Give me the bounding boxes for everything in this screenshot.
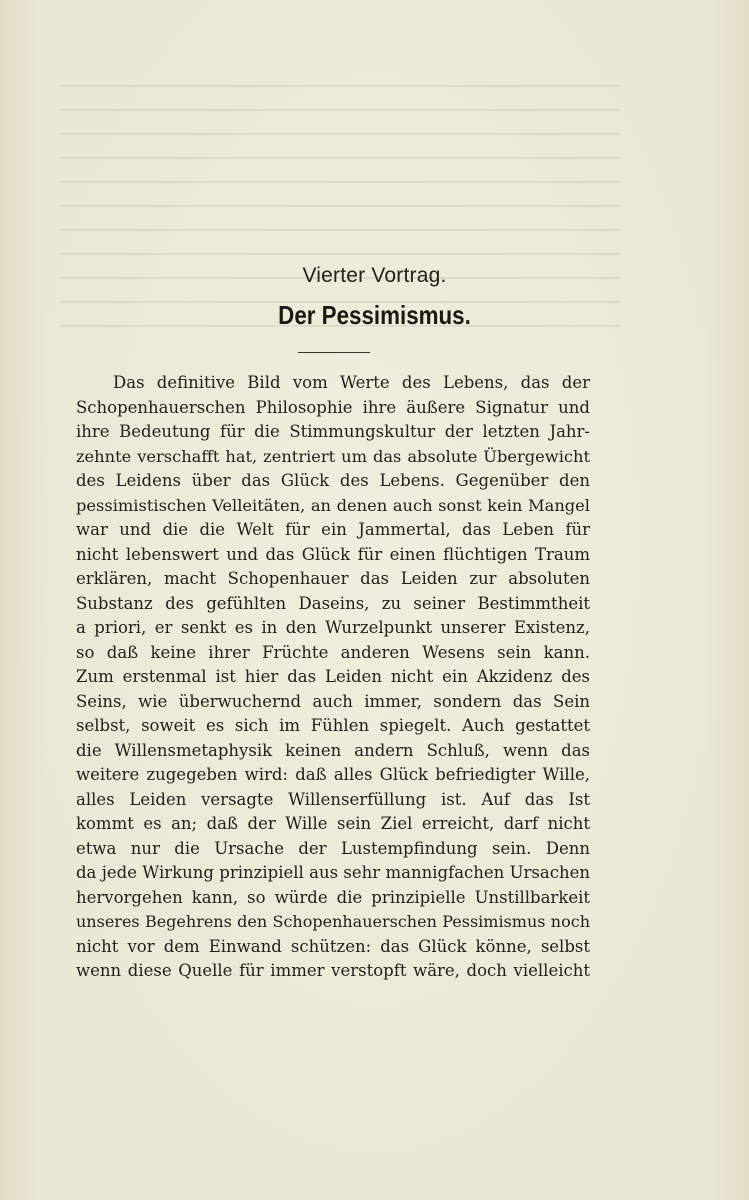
text-line: a priori, er senkt es in den Wurzelpunkt unserer Existenz, [76,618,590,637]
text-line: Substanz des gefühlten Daseins, zu seiner Bestimmtheit [76,593,590,613]
text-line: wenn diese Quelle für immer verstopft wäre, doch vielleicht [76,961,590,980]
chapter-heading: Der Pessimismus. [278,300,471,330]
text-line: Zum erstenmal ist hier das Leiden nicht ein Akzidenz des [76,667,590,686]
text-line: nicht vor dem Einwand schützen: das Glück könne, selbst [76,936,590,956]
text-line: des Leidens über das Glück des Lebens. Gegenüber den [76,471,590,490]
text-line: Das definitive Bild vom Werte des Lebens, das der [113,373,590,392]
text-line: zehnte verschafft hat, zentriert um das absolute Übergewicht [76,446,590,466]
heading-divider [298,352,370,353]
text-line: ihre Bedeutung für die Stimmungskultur der letzten Jahr- [76,422,590,441]
text-line: nicht lebenswert und das Glück für einen flüchtigen Traum [76,544,590,564]
text-line: alles Leiden versagte Willenserfüllung ist. Auf das Ist [76,789,590,809]
text-line: so daß keine ihrer Früchte anderen Wesens sein kann. [76,642,590,662]
text-line: kommt es an; daß der Wille sein Ziel erreicht, darf nicht [76,814,590,833]
text-line: war und die die Welt für ein Jammertal, das Leben für [76,520,590,539]
text-line: pessimistischen Velleitäten, an denen auch sonst kein Mangel [76,495,590,515]
text-line: unseres Begehrens den Schopenhauerschen Pessimismus noch [76,912,590,931]
body-paragraph [76,371,590,984]
text-line: weitere zugegeben wird: daß alles Glück befriedigter Wille, [76,765,590,784]
text-line: die Willensmetaphysik keinen andern Schluß, wenn das [76,740,590,760]
text-line: hervorgehen kann, so würde die prinzipielle Unstillbarkeit [76,887,590,907]
text-line: selbst, soweit es sich im Fühlen spiegelt. Auch gestattet [76,716,590,735]
text-line: Seins, wie überwuchernd auch immer, sondern das Sein [76,691,590,711]
text-line: etwa nur die Ursache der Lustempfindung sein. Denn [76,838,590,858]
text-line: da jede Wirkung prinzipiell aus sehr mannigfachen Ursachen [76,863,590,882]
show-through-text [60,85,620,385]
text-line: Schopenhauerschen Philosophie ihre äußere Signatur und [76,397,590,417]
chapter-title: Vierter Vortrag. [302,264,447,287]
text-line: erklären, macht Schopenhauer das Leiden zur absoluten [76,569,590,588]
